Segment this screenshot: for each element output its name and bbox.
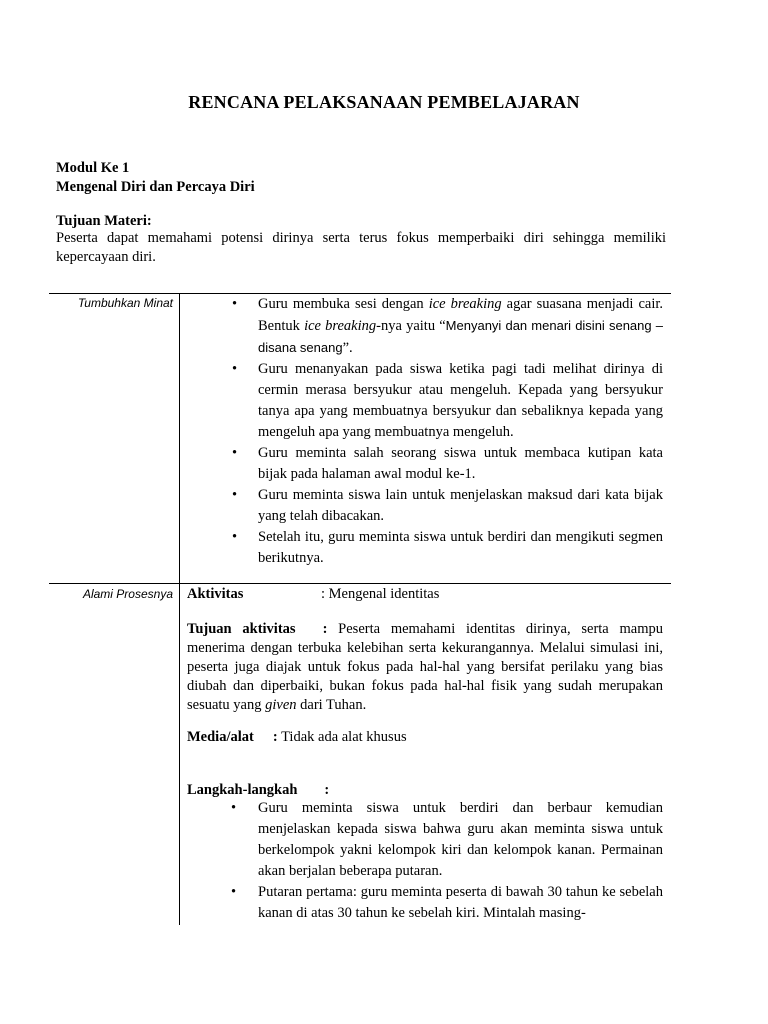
row-label-tumbuhkan-minat: Tumbuhkan Minat (77, 296, 173, 310)
list-item: • Guru membuka sesi dengan ice breaking agar suasana menjadi cair. Bentuk ice breaking-nya yaitu “Menyanyi dan menari disini senang – disana senang”. (187, 294, 663, 359)
document-title: RENCANA PELAKSANAAN PEMBELAJARAN (188, 92, 580, 112)
list-item: • Guru meminta siswa untuk berdiri dan berbaur kemudian menjelaskan kepada siswa bahwa guru akan meminta siswa untuk berkelompok yakni kelompok kiri dan kelompok kanan. Permainan akan berjalan beberapa putaran. (187, 798, 663, 882)
list-item: • Setelah itu, guru meminta siswa untuk berdiri dan mengikuti segmen berikutnya. (187, 527, 663, 569)
table-column-divider (179, 293, 180, 925)
aktivitas-line: Aktivitas : Mengenal identitas (187, 586, 440, 602)
row1-content (187, 294, 663, 569)
tujuan-text: Peserta dapat memahami potensi dirinya serta terus fokus memperbaiki diri sehingga memiliki kepercayaan diri. (56, 230, 666, 265)
langkah-list-container (187, 798, 663, 924)
row-label-alami-prosesnya: Alami Prosesnya (82, 587, 173, 601)
media-alat-line: Media/alat : Tidak ada alat khusus (187, 729, 407, 745)
modul-name: Mengenal Diri dan Percaya Diri (56, 179, 255, 195)
tujuan-aktivitas: Tujuan aktivitas : Peserta memahami identitas dirinya, serta mampu menerima dengan terbuka kelebihan serta kekurangannya. Melalui simulasi ini, peserta juga diajak untuk fokus pada hal-hal yang bersifat perilaku yang bias diubah dan diperbaiki, bukan fokus pada hal-hal fisik yang sudah merupakan sesuatu yang given dari Tuhan. (187, 621, 663, 713)
list-item: • Putaran pertama: guru meminta peserta di bawah 30 tahun ke sebelah kanan di atas 30 tahun ke sebelah kiri. Mintalah masing- (187, 882, 663, 924)
langkah-list (187, 798, 663, 924)
list-item: • Guru menanyakan pada siswa ketika pagi tadi melihat dirinya di cermin merasa bersyukur atau mengeluh. Kepada yang bersyukur tanya apa yang membuatnya bersyukur dan sebaliknya kepada yang mengeluh apa yang membuatnya mengeluh. (187, 359, 663, 443)
list-item: • Guru meminta siswa lain untuk menjelaskan maksud dari kata bijak yang telah dibacakan. (187, 485, 663, 527)
langkah-heading: Langkah-langkah : (187, 782, 330, 798)
row1-bullet-list (187, 294, 663, 569)
list-item: • Guru meminta salah seorang siswa untuk membaca kutipan kata bijak pada halaman awal modul ke-1. (187, 443, 663, 485)
modul-number: Modul Ke 1 (56, 160, 130, 176)
tujuan-heading: Tujuan Materi: (56, 213, 152, 229)
